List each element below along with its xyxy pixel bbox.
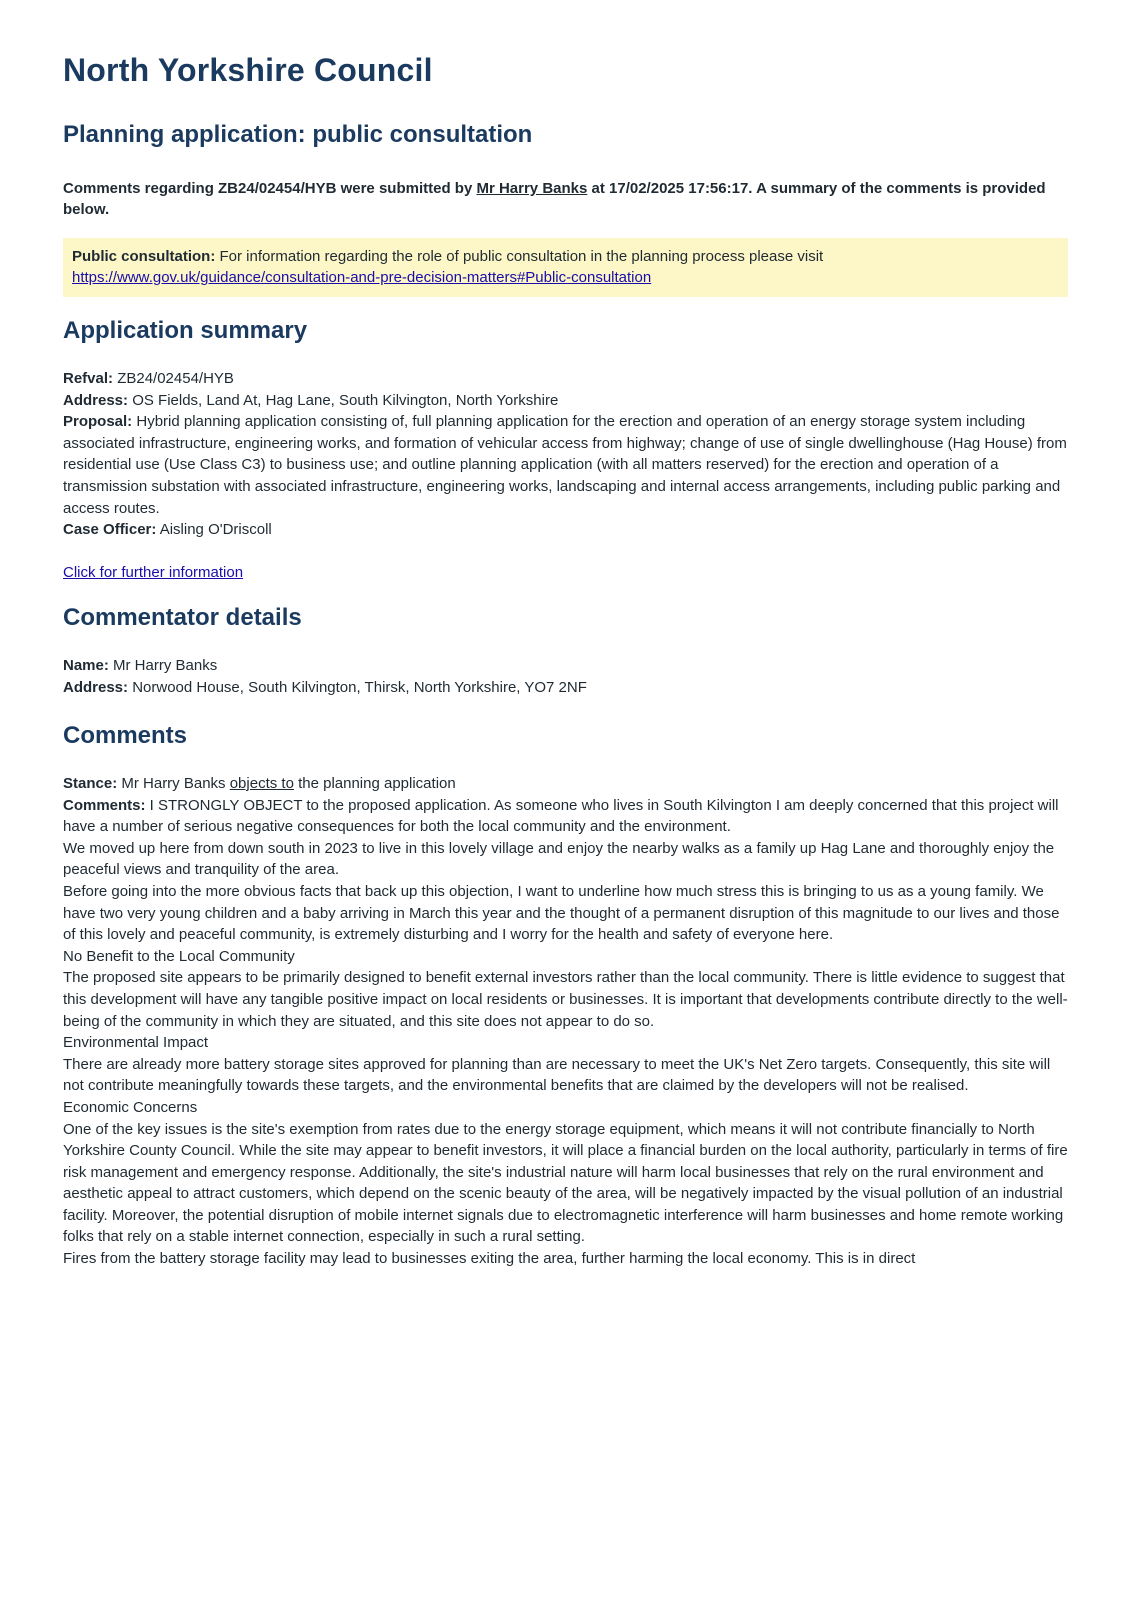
comment-paragraph: I STRONGLY OBJECT to the proposed application. As someone who lives in South Kilvington I am deeply concerned that this project will have a number of serious negative consequences for both the local community and the environment. bbox=[63, 796, 1059, 836]
comment-paragraph: One of the key issues is the site's exemption from rates due to the energy storage equipment, which means it will not contribute financially to North Yorkshire County Council. While the site may appear to benefit investors, it will place a financial burden on the local authority, particularly in terms of fire risk management and emergency response. Additionally, the site's industrial nature will harm local businesses that rely on the rural environment and aesthetic appeal to attract customers, which depend on the scenic beauty of the area, will be negatively impacted by the visual pollution of an industrial facility. Moreover, the potential disruption of mobile internet signals due to electromagnetic interference will harm businesses and home remote working folks that rely on a stable internet connection, especially in such a rural setting. bbox=[63, 1120, 1068, 1246]
commentator-address-label: Address: bbox=[63, 678, 129, 696]
comment-subheading: Economic Concerns bbox=[63, 1098, 198, 1116]
commentator-name: Mr Harry Banks bbox=[108, 657, 218, 674]
stance-suffix: the planning application bbox=[293, 775, 456, 792]
further-information-link[interactable]: Click for further information bbox=[63, 564, 244, 582]
refval-value: ZB24/02454/HYB bbox=[113, 370, 234, 387]
comments-body bbox=[63, 773, 1068, 1270]
comment-paragraph: Before going into the more obvious facts that back up this objection, I want to underline how much stress this is bringing to us as a young family. We have two very young children and a baby arriving in March this year and the thought of a permanent disruption of this magnitude to our lives and those of this lovely and peaceful community, is extremely disturbing and I worry for the health and safety of everyone here. bbox=[63, 882, 1060, 944]
commentator-address: Norwood House, South Kilvington, Thirsk, North Yorkshire, YO7 2NF bbox=[128, 678, 587, 696]
comment-paragraph: There are already more battery storage sites approved for planning than are necessary to meet the UK's Net Zero targets. Consequently, this site will not contribute meaningfully towards these targets, and the environmental benefits that are claimed by the developers will not be realised. bbox=[63, 1055, 1051, 1095]
intro-suffix: at 17/02/2025 17:56:17. A summary of the comments is provided below. bbox=[63, 180, 1046, 218]
notice-label: Public consultation: bbox=[72, 248, 216, 265]
comment-paragraph: Fires from the battery storage facility may lead to businesses exiting the area, further harming the local economy. This is in direct bbox=[63, 1250, 916, 1268]
consultation-guidance-link[interactable]: https://www.gov.uk/guidance/consultation-and-pre-decision-matters#Public-consultation bbox=[72, 269, 652, 286]
stance-label: Stance: bbox=[63, 775, 118, 792]
refval-label: Refval: bbox=[63, 370, 114, 387]
comment-subheading: Environmental Impact bbox=[63, 1034, 209, 1052]
page-subtitle: Planning application: public consultation bbox=[63, 121, 533, 148]
case-officer-label: Case Officer: bbox=[63, 521, 157, 539]
intro-prefix: Comments regarding ZB24/02454/HYB were submitted by bbox=[63, 180, 477, 197]
submission-intro bbox=[63, 178, 1068, 220]
public-consultation-notice bbox=[63, 238, 1068, 297]
commentator-details-heading: Commentator details bbox=[63, 604, 302, 631]
address-value: OS Fields, Land At, Hag Lane, South Kilvington, North Yorkshire bbox=[128, 391, 559, 409]
proposal-value: Hybrid planning application consisting of, full planning application for the erection and operation of an energy storage system including associated infrastructure, engineering works, and formation of vehicular access from highway; change of use of single dwellinghouse (Hag House) from residential use (Use Class C3) to business use; and outline planning application (with all matters reserved) for the erection and operation of a transmission substation with associated infrastructure, engineering works, landscaping and internal access arrangements, including public parking and access routes. bbox=[63, 413, 1067, 517]
comments-heading: Comments bbox=[63, 722, 188, 749]
comment-paragraph: We moved up here from down south in 2023 to live in this lovely village and enjoy the nearby walks as a family up Hag Lane and thoroughly enjoy the peaceful views and tranquility of the area. bbox=[63, 839, 1055, 879]
author-link[interactable]: Mr Harry Banks bbox=[476, 180, 588, 197]
application-summary-heading: Application summary bbox=[63, 317, 308, 344]
stance-prefix: Mr Harry Banks bbox=[117, 775, 230, 792]
case-officer-value: Aisling O'Driscoll bbox=[156, 521, 272, 539]
address-label: Address: bbox=[63, 391, 129, 409]
council-title: North Yorkshire Council bbox=[63, 52, 433, 88]
comments-label: Comments: bbox=[63, 796, 146, 814]
proposal-label: Proposal: bbox=[63, 413, 133, 431]
commentator-details bbox=[63, 655, 1068, 698]
comment-paragraph: The proposed site appears to be primarily designed to benefit external investors rather than the local community. There is little evidence to suggest that this development will have any tangible positive impact on local residents or businesses. It is important that developments contribute directly to the well-being of the community in which they are situated, and this site does not appear to do so. bbox=[63, 969, 1068, 1030]
notice-text: For information regarding the role of public consultation in the planning process please visit bbox=[215, 248, 824, 265]
application-summary bbox=[63, 368, 1068, 584]
stance-objects-link[interactable]: objects to bbox=[229, 775, 294, 792]
commentator-name-label: Name: bbox=[63, 657, 109, 674]
comment-subheading: No Benefit to the Local Community bbox=[63, 947, 295, 965]
